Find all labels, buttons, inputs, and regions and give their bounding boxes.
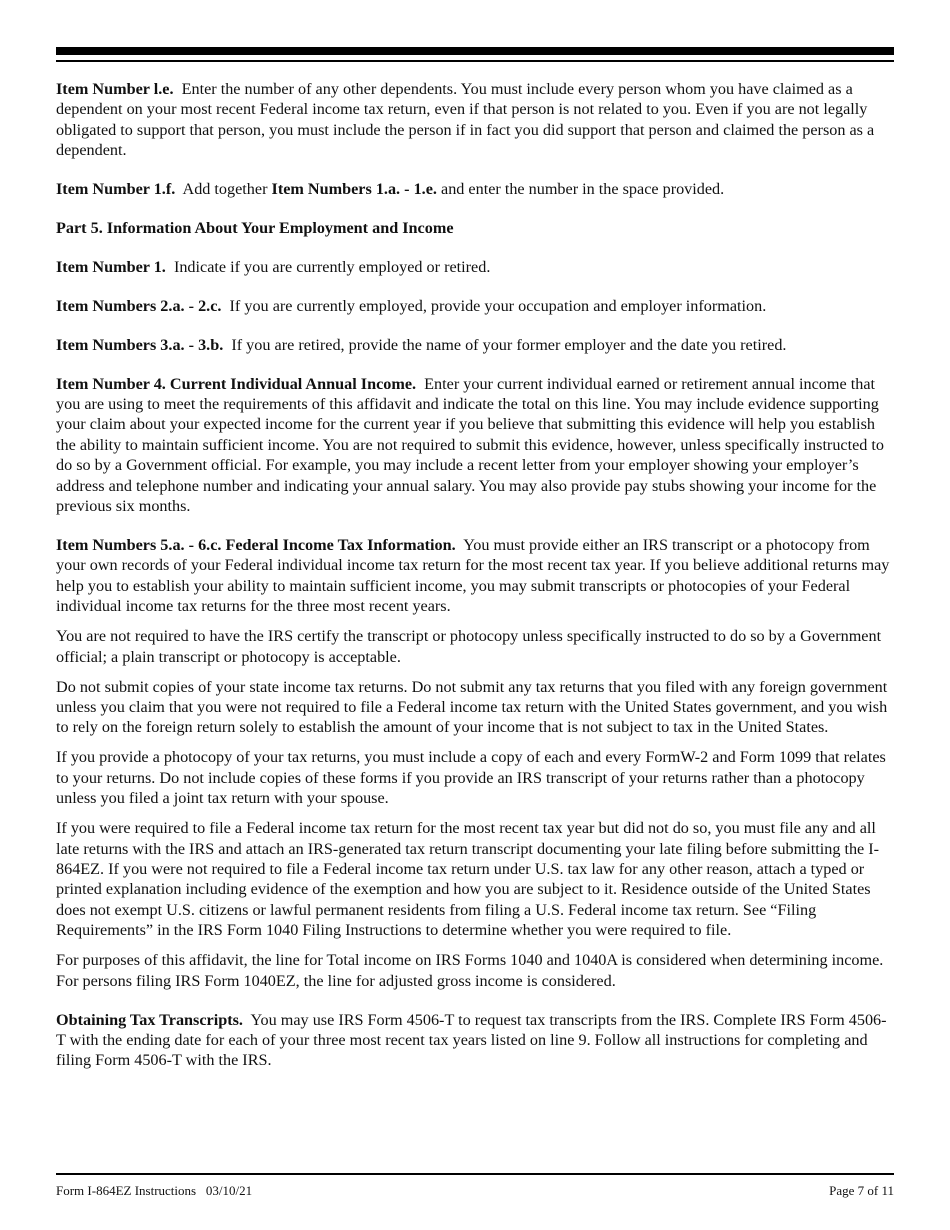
filing-required-paragraph: If you were required to file a Federal income tax return for the most recent tax year but did not do so, you must file any and all late returns with the IRS and attach an IRS-generated tax return transcript documenting your late filing before submitting the I-864EZ. If you were not required to file a Federal income tax return under U.S. tax law for any other reason, attach a typed or printed explanation including evidence of the exemption and how you are subject to it. Residence outside of the United States does not exempt U.S. citizens or lawful permanent residents from filing a U.S. Federal income tax return. See “Filing Requirements” in the IRS Form 1040 Filing Instructions to determine whether you were required to file. (56, 819, 880, 940)
obtaining-text: You may use IRS Form 4506-T to request tax transcripts from the IRS. Complete IRS Form 4506-T with the ending date for each of your three most recent tax years listed on line 9. Follow all instructions for completing and filing Form 4506-T with the IRS. (56, 1010, 887, 1070)
state-returns-paragraph: Do not submit copies of your state income tax returns. Do not submit any tax returns that you filed with any foreign government unless you claim that you were not required to file a Federal income tax return with the United States government, and you wish to rely on the foreign return solely to establish the amount of your income that is not subject to tax in the United States. (56, 677, 888, 737)
item-1f-text-before: Add together (182, 180, 268, 199)
item-2-paragraph (56, 296, 896, 316)
item-5-paragraph (56, 535, 896, 617)
footer-page-number: Page 7 of 11 (829, 1183, 894, 1198)
item-1f-text-after: and enter the number in the space provided. (441, 180, 725, 199)
item-1f-paragraph (56, 179, 896, 199)
item-1f-label: Item Number 1.f. (56, 180, 176, 199)
item-1f-ref: Item Numbers 1.a. - 1.e. (271, 180, 437, 199)
item-1e-text: Enter the number of any other dependents. You must include every person whom you have claimed as a dependent on your most recent Federal income tax return, even if that person is not related to you. Even if you are not legally obligated to support that person, you must include the person if in fact you did support that person and claimed the person as a dependent. (56, 80, 875, 160)
item-1e-label: Item Number l.e. (56, 80, 174, 98)
item-1e-paragraph (56, 79, 896, 161)
item-1-text: Indicate if you are currently employed or retired. (173, 257, 491, 276)
item-3-label: Item Numbers 3.a. - 3.b. (56, 335, 224, 354)
obtaining-label: Obtaining Tax Transcripts. (56, 1010, 243, 1029)
item-3-text: If you are retired, provide the name of your former employer and the date you retired. (231, 335, 787, 354)
obtaining-transcripts-paragraph (56, 1010, 896, 1071)
photocopy-paragraph: If you provide a photocopy of your tax returns, you must include a copy of each and every FormW-2 and Form 1099 that relates to your returns. Do not include copies of these forms if you provide an IRS transcript of your returns rather than a photocopy unless you filed a joint tax return with your spouse. (56, 748, 886, 808)
item-2-label: Item Numbers 2.a. - 2.c. (56, 296, 222, 315)
item-1-label: Item Number 1. (56, 257, 166, 276)
footer-form-id: Form I-864EZ Instructions 03/10/21 (56, 1183, 253, 1198)
item-5-label: Item Numbers 5.a. - 6.c. Federal Income Tax Information. (56, 536, 456, 554)
header-thick-rule (56, 47, 894, 55)
item-4-label: Item Number 4. Current Individual Annual Income. (56, 374, 417, 393)
item-5-text: You must provide either an IRS transcript or a photocopy from your own records of your Federal individual income tax return for the most recent tax year. If you believe additional returns may help you to establish your ability to maintain sufficient income, you may submit transcripts or photocopies of your Federal individual income tax returns for the three most recent years. (56, 536, 890, 616)
certify-paragraph: You are not required to have the IRS certify the transcript or photocopy unless specifically instructed to do so by a Government official; a plain transcript or photocopy is acceptable. (56, 627, 882, 666)
item-4-paragraph (56, 374, 896, 517)
part5-heading: Part 5. Information About Your Employment and Income (56, 219, 454, 238)
item-3-paragraph (56, 335, 896, 355)
item-1-paragraph (56, 257, 896, 277)
footer-rule (56, 1173, 894, 1175)
item-2-text: If you are currently employed, provide your occupation and employer information. (229, 296, 767, 315)
document-body (56, 79, 896, 1089)
purposes-paragraph: For purposes of this affidavit, the line for Total income on IRS Forms 1040 and 1040A is considered when determining income. For persons filing IRS Form 1040EZ, the line for adjusted gross income is considered. (56, 951, 884, 990)
header-thin-rule (56, 60, 894, 62)
item-4-text: Enter your current individual earned or retirement annual income that you are using to meet the requirements of this affidavit and indicate the total on this line. You may include evidence supporting your claim about your expected income for the current year if you believe that submitting this evidence will help you establish the ability to maintain sufficient income. You are not required to submit this evidence, however, unless specifically instructed to do so by a Government official. For example, you may include a recent letter from your employer showing your employer’s address and telephone number and indicating your annual salary. You may also provide pay stubs showing your income for the previous six months. (56, 374, 885, 516)
